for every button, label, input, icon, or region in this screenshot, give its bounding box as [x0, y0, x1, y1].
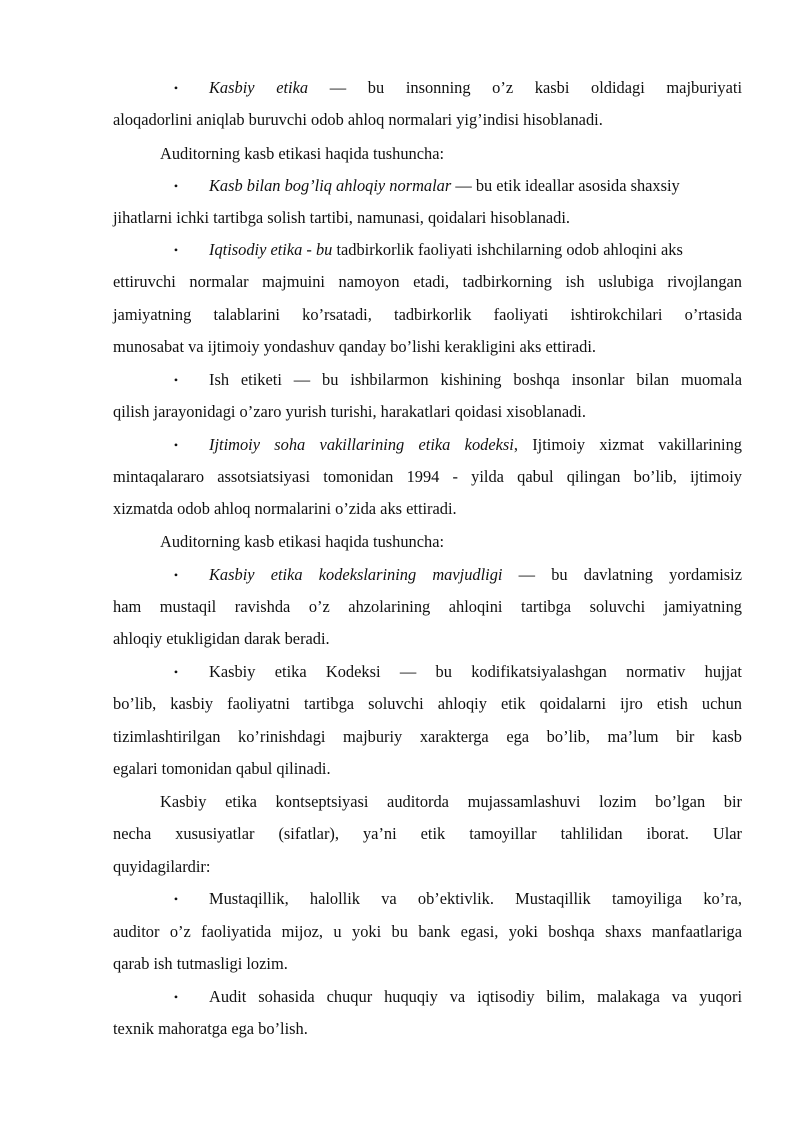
text-line: ettiruvchi normalar majmuini namoyon etadi, tadbirkorning ish uslubiga rivojlangan: [113, 272, 742, 291]
text-line: qarab ish tutmasligi lozim.: [113, 954, 288, 973]
bullet-icon: [170, 238, 182, 262]
bullet-icon: [170, 76, 182, 100]
text-span: tadbirkorlik faoliyati ishchilarning odob ahloqini aks: [332, 240, 683, 259]
text-line: Kasbiy etika Kodeksi — bu kodifikatsiyalashgan normativ hujjat: [209, 662, 742, 681]
text-line: ahloqiy etukligidan darak beradi.: [113, 629, 330, 648]
text-line: Audit sohasida chuqur huquqiy va iqtisodiy bilim, malakaga va yuqori: [209, 987, 742, 1006]
italic-term: Kasbiy etika: [209, 78, 309, 97]
text-line: xizmatda odob ahloq normalarini o’zida aks ettiradi.: [113, 499, 457, 518]
text-line: munosabat va ijtimoiy yondashuv qanday bo’lishi kerakligini aks ettiradi.: [113, 337, 596, 356]
text-line: Kasbiy etika kontseptsiyasi auditorda mujassamlashuvi lozim bo’lgan bir: [160, 792, 742, 811]
text-span: — bu insonning o’z kasbi oldidagi majburiyati: [308, 78, 742, 97]
italic-term: Iqtisodiy etika - bu: [209, 240, 333, 259]
text-line: quyidagilardir:: [113, 857, 211, 876]
text-line: ham mustaqil ravishda o’z ahzolarining ahloqini tartibga soluvchi jamiyatning: [113, 597, 742, 616]
text-line: tizimlashtirilgan ko’rinishdagi majburiy xarakterga ega bo’lib, ma’lum bir kasb: [113, 727, 742, 746]
text-span: , Ijtimoiy xizmat vakillarining: [513, 435, 742, 454]
text-line: jihatlarni ichki tartibga solish tartibi, namunasi, qoidalari hisoblanadi.: [113, 208, 571, 227]
text-line: texnik mahoratga ega bo’lish.: [113, 1019, 308, 1038]
text-line: aloqadorlini aniqlab buruvchi odob ahloq normalari yig’indisi hisoblanadi.: [113, 110, 603, 129]
text-line: necha xususiyatlar (sifatlar), ya’ni etik tamoyillar tahlilidan iborat. Ular: [113, 824, 742, 843]
text-line: qilish jarayonidagi o’zaro yurish turishi, harakatlari qoidasi xisoblanadi.: [113, 402, 586, 421]
italic-term: Kasb bilan bog’liq ahloqiy normalar: [209, 176, 452, 195]
text-line: mintaqalararo assotsiatsiyasi tomonidan 1994 - yilda qabul qilingan bo’lib, ijtimoiy: [113, 467, 742, 486]
text-line: [209, 76, 742, 100]
text-line: bo’lib, kasbiy faoliyatni tartibga soluvchi ahloqiy etik qoidalarni ijro etish uchun: [113, 694, 742, 713]
bullet-icon: [170, 433, 182, 457]
text-line: egalari tomonidan qabul qilinadi.: [113, 759, 331, 778]
section-heading: Auditorning kasb etikasi haqida tushuncha:: [160, 532, 445, 551]
bullet-icon: [170, 563, 182, 587]
bullet-icon: [170, 887, 182, 911]
bullet-icon: [170, 174, 182, 198]
text-line: Ish etiketi — bu ishbilarmon kishining boshqa insonlar bilan muomala: [209, 370, 742, 389]
text-line: [209, 174, 742, 198]
text-span: — bu davlatning yordamisiz: [502, 565, 742, 584]
text-line: jamiyatning talablarini ko’rsatadi, tadbirkorlik faoliyati ishtirokchilari o’rtasida: [113, 305, 742, 324]
text-line: [209, 433, 742, 457]
italic-term: Kasbiy etika kodekslarining mavjudligi: [209, 565, 503, 584]
italic-term: Ijtimoiy soha vakillarining etika kodeksi: [209, 435, 514, 454]
text-line: [209, 563, 742, 587]
text-line: Mustaqillik, halollik va ob’ektivlik. Mustaqillik tamoyiliga ko’ra,: [209, 889, 742, 908]
section-heading: Auditorning kasb etikasi haqida tushuncha:: [160, 144, 445, 163]
text-line: [209, 238, 742, 262]
bullet-icon: [170, 368, 182, 392]
bullet-icon: [170, 660, 182, 684]
bullet-icon: [170, 985, 182, 1009]
text-span: — bu etik ideallar asosida shaxsiy: [451, 176, 680, 195]
text-line: auditor o’z faoliyatida mijoz, u yoki bu bank egasi, yoki boshqa shaxs manfaatlariga: [113, 922, 742, 941]
